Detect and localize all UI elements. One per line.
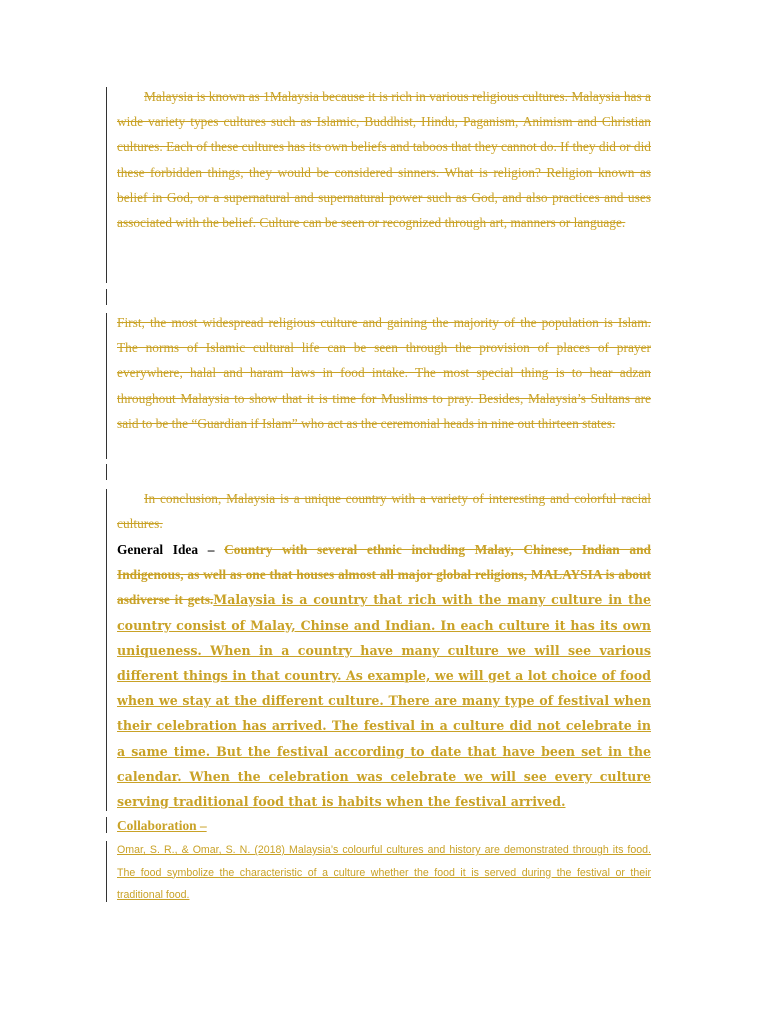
collaboration-label: Collaboration –: [117, 818, 207, 833]
paragraph-conclusion-deleted: In conclusion, Malaysia is a unique country with a variety of interesting and colorful racial cultures.: [117, 491, 651, 532]
general-idea-inserted-text: Malaysia is a country that rich with the many culture in the country consist of Malay, Chinse and Indian. In each culture it has its own uniqueness. When in a country have many culture we will see various different things in that country. As example, we will get a lot choice of food when we stay at the different culture. There are many type of festival when their celebration has arrived. The festival in a culture did not celebrate in a same time. But the festival according to date that have been set in the calendar. When the celebration was celebrate we will see every culture serving traditional food that is habits when the festival arrived.: [117, 592, 651, 810]
paragraph-islam-deleted: First, the most widespread religious culture and gaining the majority of the population is Islam. The norms of Islamic cultural life can be seen through the provision of places of prayer everywhere, halal and haram laws in food intake. The most special thing is to hear adzan throughout Malaysia to show that it is time for Muslims to pray. Besides, Malaysia’s Sultans are said to be the “Guardian if Islam” who act as the ceremonial heads in nine out thirteen states.: [117, 315, 651, 431]
change-bar: [106, 87, 107, 283]
reference-citation: Omar, S. R., & Omar, S. N. (2018) Malaysia’s colourful cultures and history are demonstrated through its food. The food symbolize the characteristic of a culture whether the food it is served during the festival or their traditional food.: [117, 844, 651, 901]
change-bar: [106, 841, 107, 902]
change-bar: [106, 289, 107, 305]
general-idea-paragraph: [117, 537, 651, 814]
change-bar: [106, 489, 107, 811]
change-bar: [106, 313, 107, 459]
general-idea-label: General Idea –: [117, 542, 225, 557]
general-idea-deleted-text: Country with several ethnic including Malay, Chinese, Indian and Indigenous, as well as one that houses almost all major global religions, MALAYSIA is about asdiverse it gets.: [117, 542, 651, 608]
paragraph-intro-deleted: Malaysia is known as 1Malaysia because it is rich in various religious cultures. Malaysia has a wide variety types cultures such as Islamic, Buddhist, Hindu, Paganism, Animism and Christian cultures. Each of these cultures has its own beliefs and taboos that they cannot do. If they did or did these forbidden things, they would be considered sinners. What is religion? Religion known as belief in God, or a supernatural and supernatural power such as God, and also practices and uses associated with the belief. Culture can be seen or recognized through art, manners or language.: [117, 89, 651, 231]
change-bar: [106, 464, 107, 480]
change-bar: [106, 817, 107, 833]
